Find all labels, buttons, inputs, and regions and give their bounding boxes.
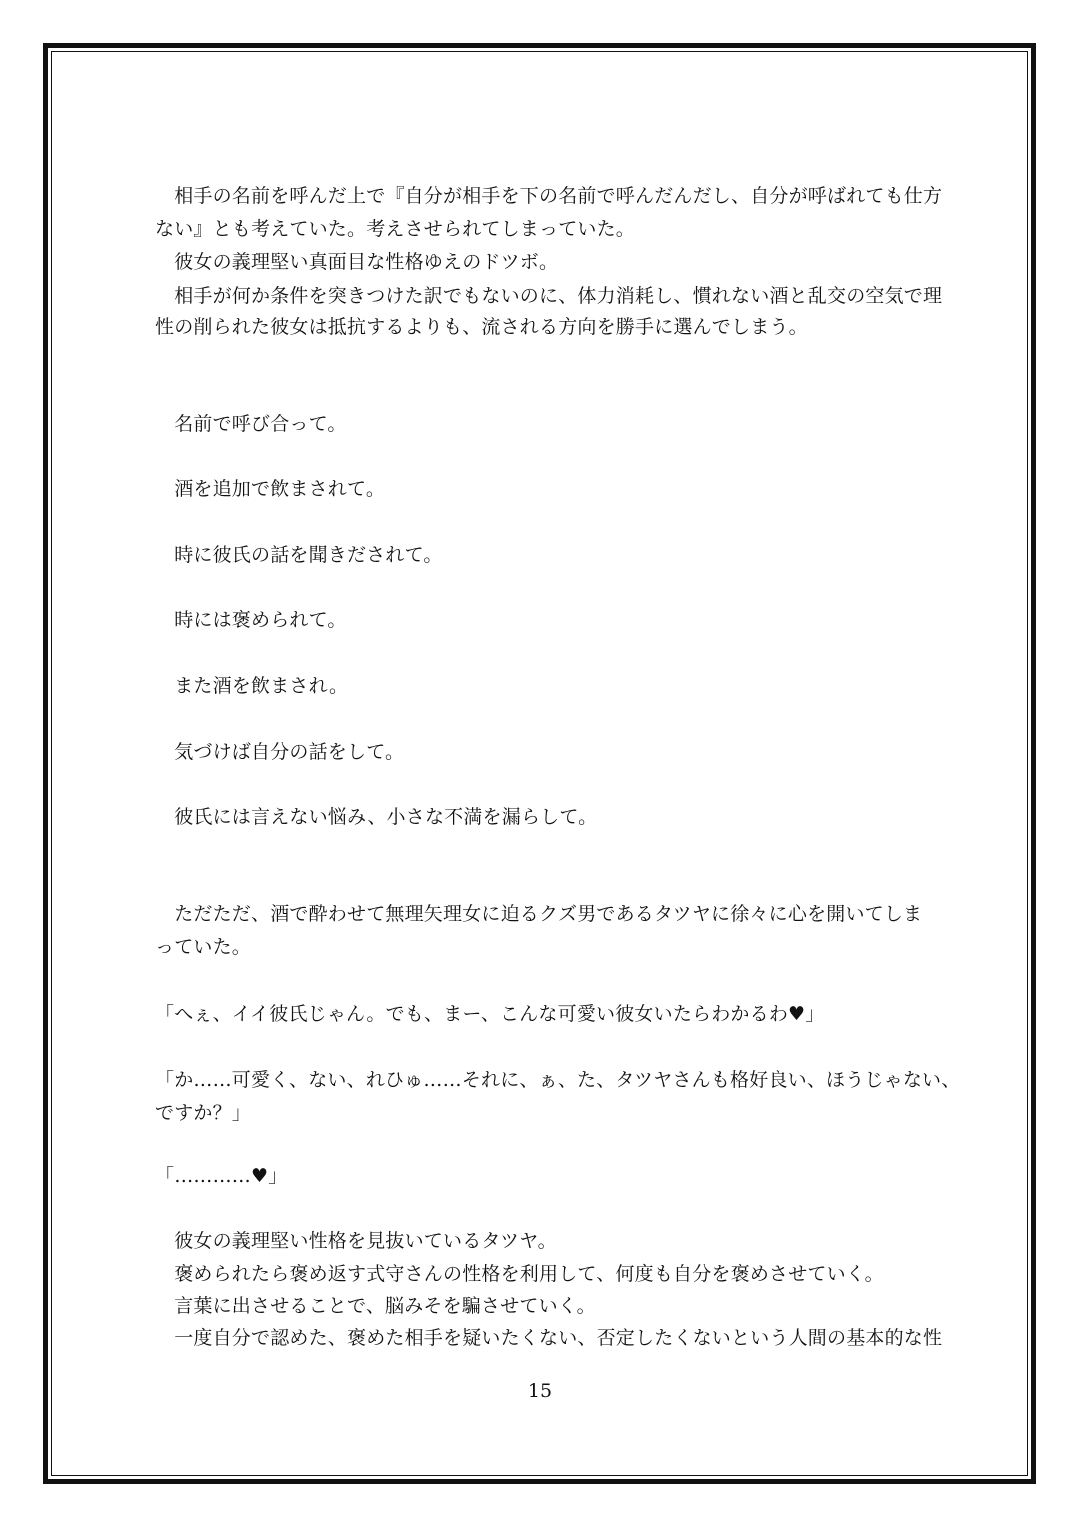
page-number: 15 [527,1380,553,1402]
text-line: 彼女の義理堅い性格を見抜いているタツヤ。 [155,1230,557,1252]
text-line: っていた。 [155,936,252,958]
text-line: 彼女の義理堅い真面目な性格ゆえのドツボ。 [155,251,559,273]
text-line: 酒を追加で飲まされて。 [155,478,386,500]
dialogue-line: 「か……可愛く、ない、れひゅ……それに、ぁ、た、タツヤさんも格好良い、ほうじゃない、 [155,1069,961,1091]
text-line: 言葉に出させることで、脳みそを騙させていく。 [155,1295,596,1317]
dialogue-line: 「へぇ、イイ彼氏じゃん。でも、まー、こんな可愛い彼女いたらわかるわ♥」 [155,1003,825,1025]
text-line: 相手が何か条件を突きつけた訳でもないのに、体力消耗し、慣れない酒と乱交の空気で理 [155,285,943,307]
dialogue-line: 「…………♥」 [155,1165,288,1187]
dialogue-line: ですか？」 [155,1102,252,1124]
text-line: 名前で呼び合って。 [155,413,347,435]
text-line: 気づけば自分の話をして。 [155,741,405,763]
text-line: ただただ、酒で酔わせて無理矢理女に迫るクズ男であるタツヤに徐々に心を開いてしま [155,903,923,925]
text-line: また酒を飲まされ。 [155,675,349,697]
text-line: 相手の名前を呼んだ上で『自分が相手を下の名前で呼んだんだし、自分が呼ばれても仕方 [155,185,943,207]
text-line: 時には褒められて。 [155,609,347,631]
text-line: ない』とも考えていた。考えさせられてしまっていた。 [155,218,636,240]
text-line: 褒められたら褒め返す式守さんの性格を利用して、何度も自分を褒めさせていく。 [155,1263,884,1285]
text-line: 一度自分で認めた、褒めた相手を疑いたくない、否定したくないという人間の基本的な性 [155,1327,943,1349]
text-line: 時に彼氏の話を聞きだされて。 [155,544,443,566]
text-line: 彼氏には言えない悩み、小さな不満を漏らして。 [155,806,598,828]
text-line: 性の削られた彼女は抵抗するよりも、流される方向を勝手に選んでしまう。 [155,316,808,338]
